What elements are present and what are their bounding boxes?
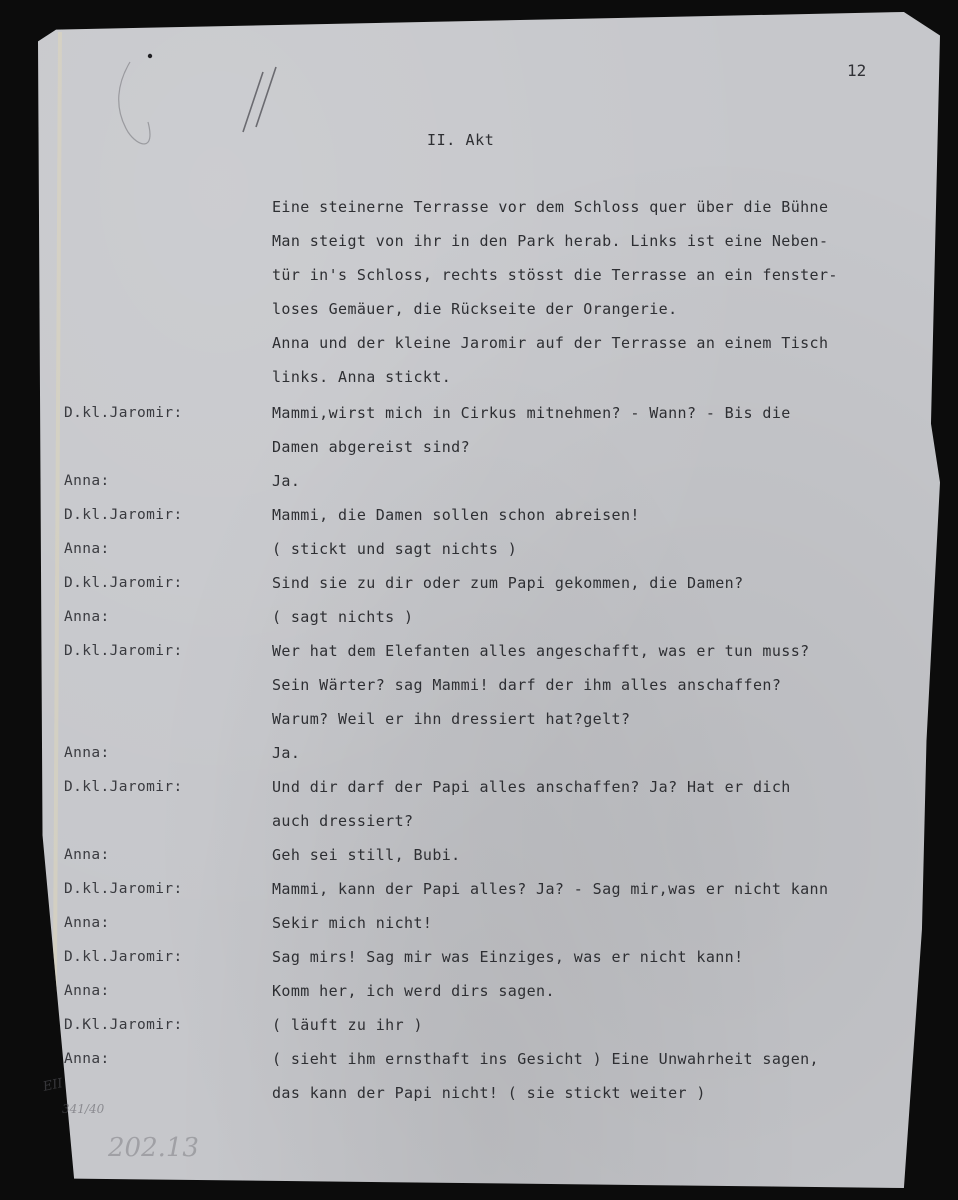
dialogue-line: Warum? Weil er ihn dressiert hat?gelt? xyxy=(272,710,631,728)
dialogue-line: Sein Wärter? sag Mammi! darf der ihm alles anschaffen? xyxy=(272,676,782,694)
stage-direction-line: loses Gemäuer, die Rückseite der Orangerie. xyxy=(272,300,678,318)
dialogue-line: Mammi, kann der Papi alles? Ja? - Sag mir,was er nicht kann xyxy=(272,880,829,898)
archive-mark: 341/40 xyxy=(62,1102,105,1116)
speaker-name: Anna: xyxy=(64,745,110,761)
dialogue-line: Sekir mich nicht! xyxy=(272,914,433,932)
stage-direction-line: Man steigt von ihr in den Park herab. Links ist eine Neben- xyxy=(272,232,829,250)
speaker-name: D.kl.Jaromir: xyxy=(64,643,183,659)
act-title: II. Akt xyxy=(427,131,495,149)
dialogue-line: Ja. xyxy=(272,472,301,490)
pencil-strokes xyxy=(243,67,276,132)
archive-mark: EII xyxy=(41,1076,65,1095)
speaker-name: D.kl.Jaromir: xyxy=(64,575,183,591)
archive-mark: 202.13 xyxy=(108,1133,199,1163)
dialogue-line: Ja. xyxy=(272,744,301,762)
dialogue-line: ( sagt nichts ) xyxy=(272,608,414,626)
speaker-name: Anna: xyxy=(64,609,110,625)
dialogue-line: Wer hat dem Elefanten alles angeschafft, was er tun muss? xyxy=(272,642,810,660)
dialogue-line: Damen abgereist sind? xyxy=(272,438,471,456)
stage-direction-line: Eine steinerne Terrasse vor dem Schloss quer über die Bühne xyxy=(272,198,829,216)
dialogue-line: Komm her, ich werd dirs sagen. xyxy=(272,982,555,1000)
dialogue-line: ( sieht ihm ernsthaft ins Gesicht ) Eine Unwahrheit sagen, xyxy=(272,1050,819,1068)
dialogue-line: Und dir darf der Papi alles anschaffen? Ja? Hat er dich xyxy=(272,778,791,796)
dialogue-line: Geh sei still, Bubi. xyxy=(272,846,461,864)
page-number: 12 xyxy=(847,61,867,80)
speaker-name: D.kl.Jaromir: xyxy=(64,779,183,795)
dialogue-line: Mammi,wirst mich in Cirkus mitnehmen? - Wann? - Bis die xyxy=(272,404,791,422)
speaker-name: D.kl.Jaromir: xyxy=(64,405,183,421)
dialogue-line: ( stickt und sagt nichts ) xyxy=(272,540,518,558)
speaker-name: Anna: xyxy=(64,915,110,931)
paper-fold-edge xyxy=(54,32,60,1162)
speaker-name: D.kl.Jaromir: xyxy=(64,949,183,965)
speaker-name: Anna: xyxy=(64,541,110,557)
pencil-marks xyxy=(38,12,940,1188)
stage-direction-line: links. Anna stickt. xyxy=(272,368,452,386)
speaker-name: D.Kl.Jaromir: xyxy=(64,1017,183,1033)
pencil-scribble xyxy=(119,62,150,144)
speaker-name: Anna: xyxy=(64,983,110,999)
stage-direction-line: Anna und der kleine Jaromir auf der Terrasse an einem Tisch xyxy=(272,334,829,352)
speaker-name: Anna: xyxy=(64,1051,110,1067)
speaker-name: D.kl.Jaromir: xyxy=(64,507,183,523)
dialogue-line: Sag mirs! Sag mir was Einziges, was er nicht kann! xyxy=(272,948,744,966)
speaker-name: Anna: xyxy=(64,847,110,863)
stage-direction-line: tür in's Schloss, rechts stösst die Terrasse an ein fenster- xyxy=(272,266,838,284)
speaker-name: Anna: xyxy=(64,473,110,489)
dialogue-line: das kann der Papi nicht! ( sie stickt weiter ) xyxy=(272,1084,706,1102)
dialogue-line: ( läuft zu ihr ) xyxy=(272,1016,423,1034)
dialogue-line: Mammi, die Damen sollen schon abreisen! xyxy=(272,506,640,524)
typescript-page xyxy=(38,12,940,1188)
dialogue-line: Sind sie zu dir oder zum Papi gekommen, die Damen? xyxy=(272,574,744,592)
speaker-name: D.kl.Jaromir: xyxy=(64,881,183,897)
dialogue-line: auch dressiert? xyxy=(272,812,414,830)
ink-dot xyxy=(148,54,152,58)
